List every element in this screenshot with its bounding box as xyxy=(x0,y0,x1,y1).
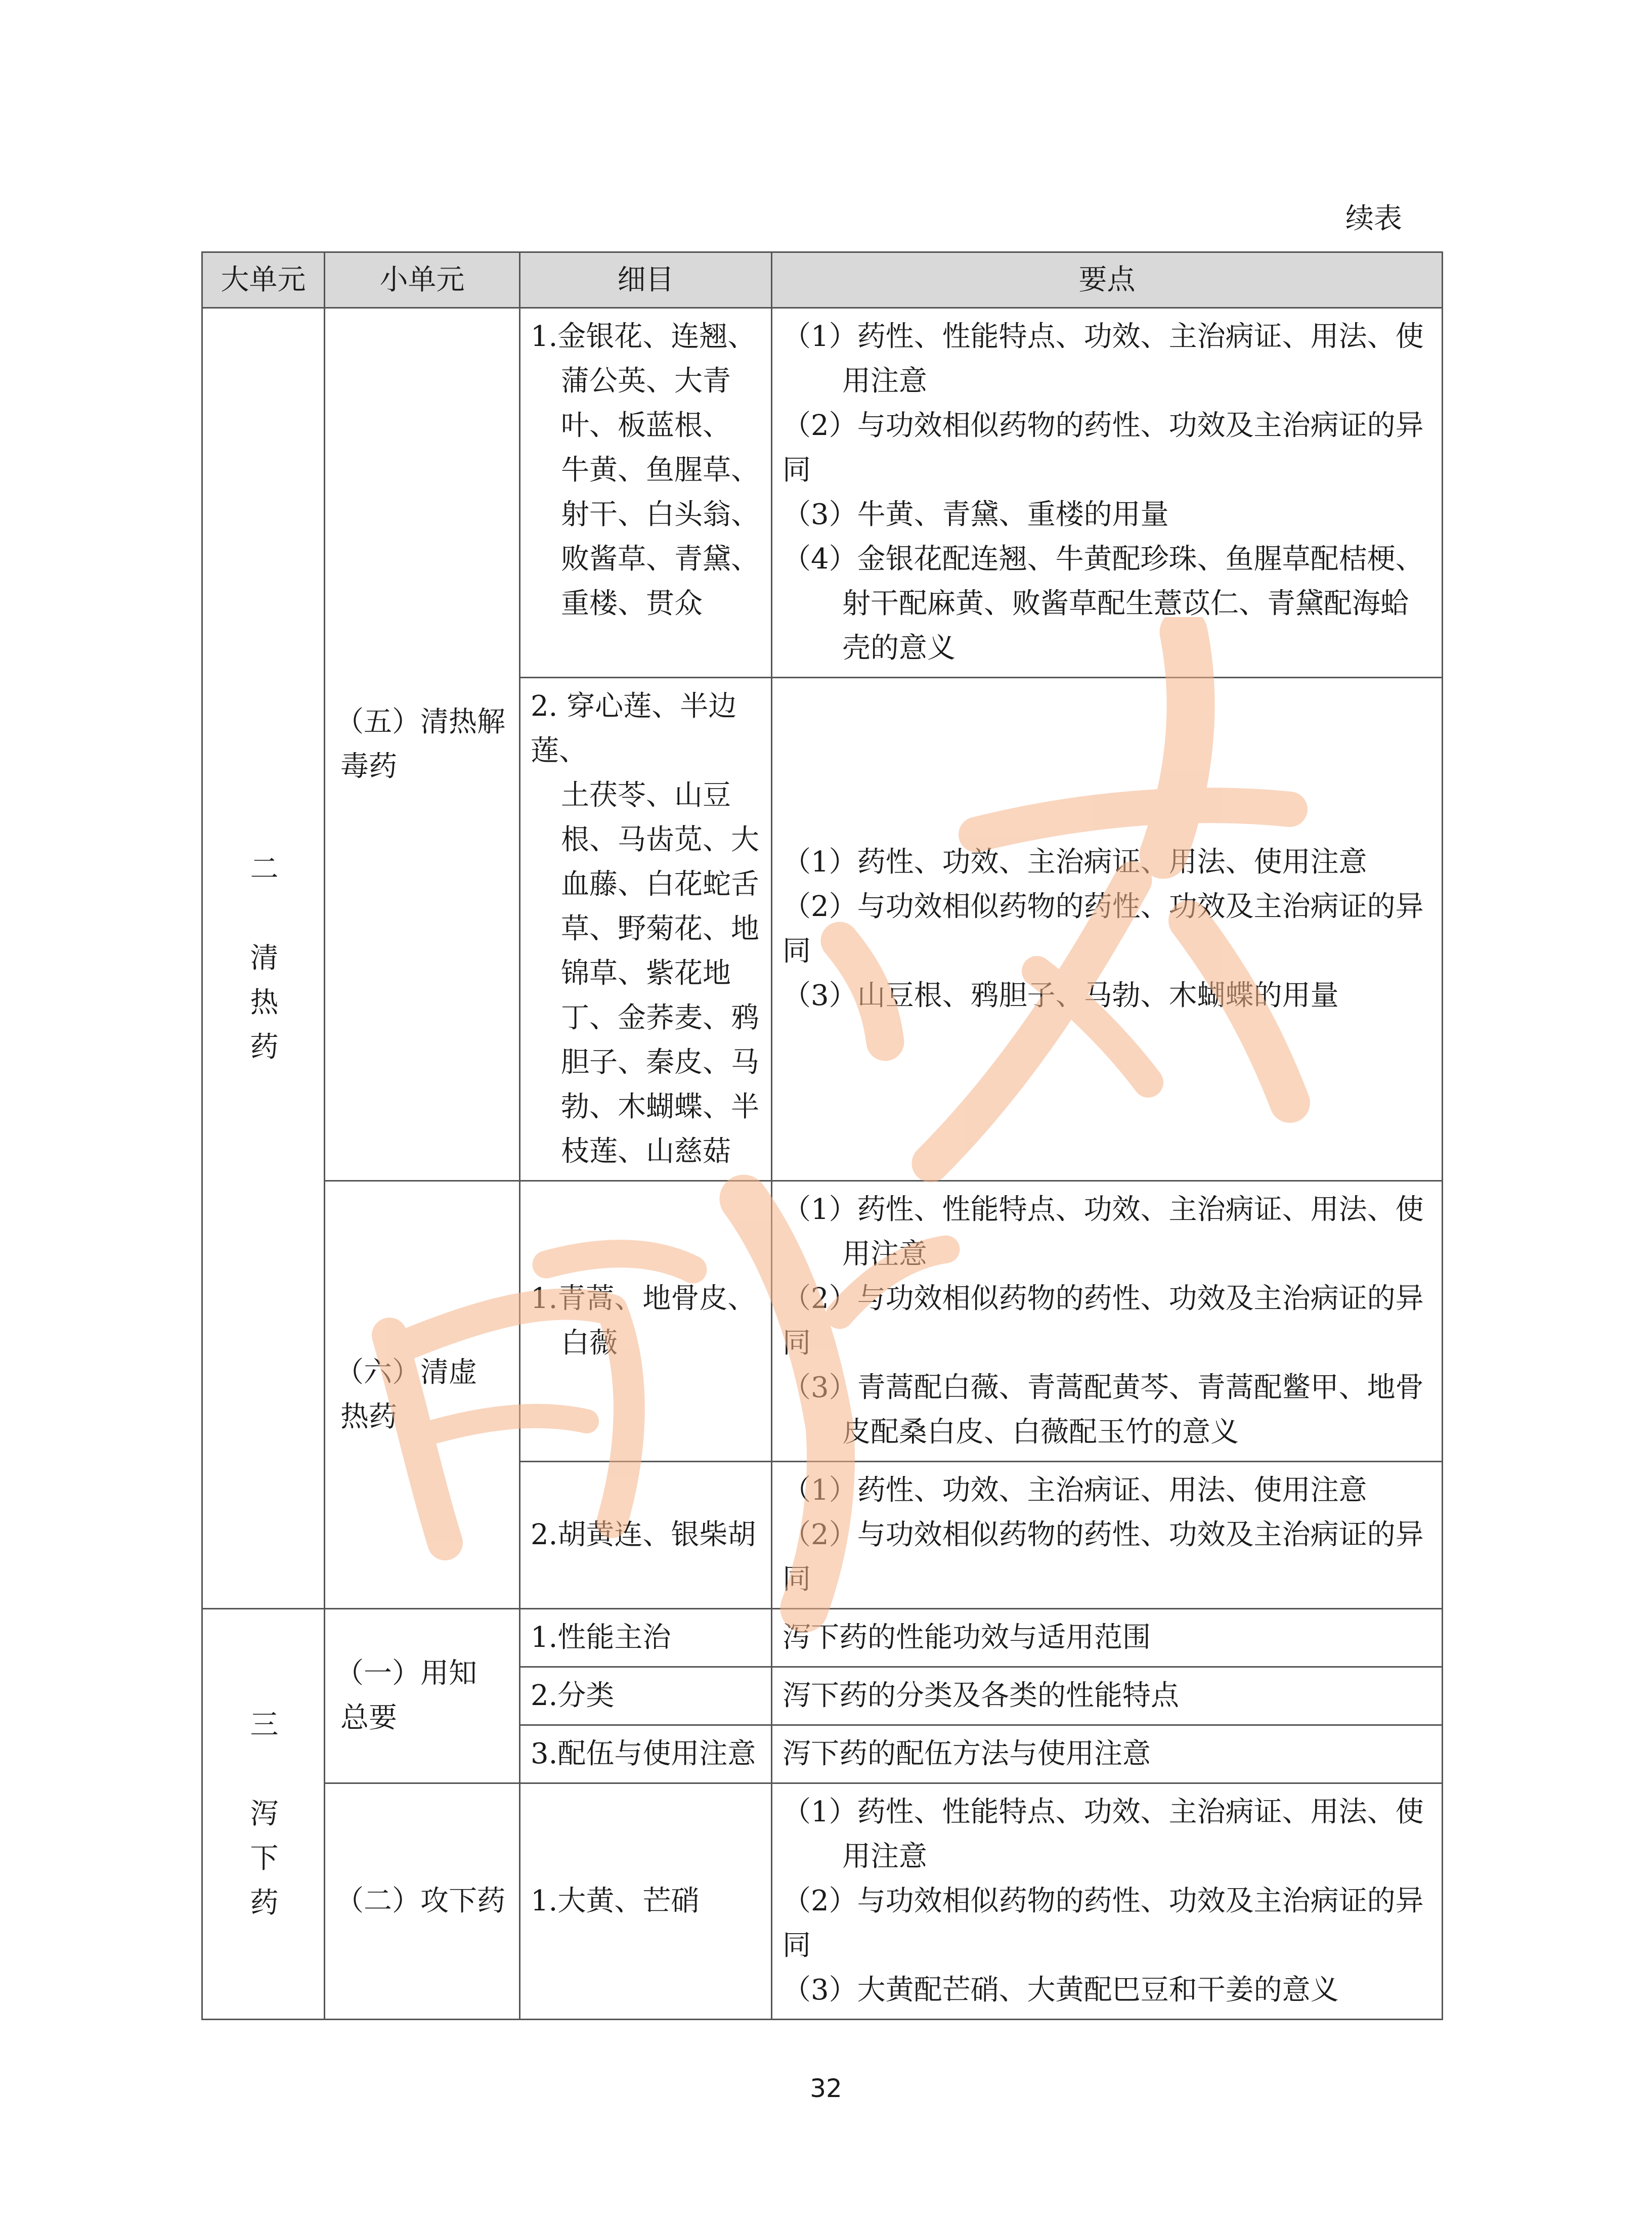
sub-unit-label: 毒药 xyxy=(340,750,397,783)
point-text: 壳的意义 xyxy=(842,632,955,665)
item-text: 1.青蒿、地骨皮、 xyxy=(531,1282,756,1315)
big-unit-char: 热 xyxy=(250,986,279,1019)
item-text: 锦草、紫花地 xyxy=(561,957,731,990)
page-number: 32 xyxy=(810,2074,842,2103)
item-text: 2.胡黄连、银柴胡 xyxy=(531,1518,756,1551)
big-unit-number: 三 xyxy=(250,1708,279,1741)
points-cell xyxy=(772,308,1443,678)
item-text: 2.分类 xyxy=(531,1679,615,1712)
sub-unit-label: （一）用知 xyxy=(335,1657,477,1690)
sub-unit-cell xyxy=(325,308,520,1181)
sub-unit-cell xyxy=(325,1181,520,1609)
item-text: 重楼、贯众 xyxy=(561,587,703,620)
sub-unit-label: （五）清热解 xyxy=(335,705,505,738)
item-cell xyxy=(520,1181,772,1462)
points-cell xyxy=(772,678,1443,1181)
header-cell: 小单元 xyxy=(325,252,520,308)
point-text: （3）山豆根、鸦胆子、马勃、木蝴蝶的用量 xyxy=(782,979,1339,1012)
point-text: 泻下药的配伍方法与使用注意 xyxy=(782,1737,1151,1770)
table-row xyxy=(202,1181,1443,1462)
item-text: 草、野菊花、地 xyxy=(561,912,759,945)
point-text: 泻下药的性能功效与适用范围 xyxy=(782,1621,1151,1654)
big-unit-cell xyxy=(202,1609,325,2020)
points-cell xyxy=(772,1667,1443,1725)
item-text: 丁、金荞麦、鸦 xyxy=(561,1001,759,1034)
big-unit-char: 药 xyxy=(250,1886,279,1919)
item-text: 牛黄、鱼腥草、 xyxy=(561,454,759,487)
item-text: 勃、木蝴蝶、半 xyxy=(561,1090,759,1123)
header-cell: 要点 xyxy=(772,252,1443,308)
item-cell xyxy=(520,1783,772,2020)
item-text: 土茯苓、山豆 xyxy=(561,779,731,812)
sub-unit-label: （二）攻下药 xyxy=(335,1885,505,1917)
point-text: （1）药性、性能特点、功效、主治病证、用法、使 xyxy=(782,1796,1424,1828)
item-text: 1.大黄、芒硝 xyxy=(531,1885,700,1917)
point-text: （1）药性、功效、主治病证、用法、使用注意 xyxy=(782,846,1367,879)
point-text: 用注意 xyxy=(842,1840,927,1873)
point-text: （2）与功效相似药物的药性、功效及主治病证的异同 xyxy=(782,1885,1424,1962)
item-text: 白薇 xyxy=(561,1327,618,1360)
item-text: 2. 穿心莲、半边莲、 xyxy=(531,690,737,767)
item-cell xyxy=(520,1725,772,1783)
points-cell xyxy=(772,1181,1443,1462)
item-text: 1.金银花、连翘、 xyxy=(531,320,756,353)
sub-unit-label: 总要 xyxy=(340,1702,397,1734)
item-text: 1.性能主治 xyxy=(531,1621,671,1654)
header-cell: 大单元 xyxy=(202,252,325,308)
sub-unit-cell xyxy=(325,1609,520,1783)
item-text: 胆子、秦皮、马 xyxy=(561,1046,759,1079)
point-text: （4）金银花配连翘、牛黄配珍珠、鱼腥草配桔梗、 xyxy=(782,543,1424,576)
header-row xyxy=(202,252,1443,308)
big-unit-char: 泻 xyxy=(250,1797,279,1830)
point-text: （1）药性、性能特点、功效、主治病证、用法、使 xyxy=(782,320,1424,353)
big-unit-cell xyxy=(202,308,325,1609)
point-text: （2）与功效相似药物的药性、功效及主治病证的异同 xyxy=(782,1518,1424,1596)
big-unit-char: 药 xyxy=(250,1030,279,1064)
point-text: （2）与功效相似药物的药性、功效及主治病证的异同 xyxy=(782,409,1424,487)
item-text: 根、马齿苋、大 xyxy=(561,823,759,856)
sub-unit-cell xyxy=(325,1783,520,2020)
point-text: （1）药性、功效、主治病证、用法、使用注意 xyxy=(782,1474,1367,1507)
item-text: 射干、白头翁、 xyxy=(561,498,759,531)
table-row xyxy=(202,1609,1443,1667)
item-text: 3.配伍与使用注意 xyxy=(531,1737,756,1770)
item-cell xyxy=(520,1462,772,1609)
point-text: （3）牛黄、青黛、重楼的用量 xyxy=(782,498,1169,531)
table-row xyxy=(202,1783,1443,2020)
point-text: （3）青蒿配白薇、青蒿配黄芩、青蒿配鳖甲、地骨 xyxy=(782,1371,1424,1404)
item-cell xyxy=(520,1609,772,1667)
points-cell xyxy=(772,1609,1443,1667)
point-text: 用注意 xyxy=(842,1238,927,1271)
point-text: （2）与功效相似药物的药性、功效及主治病证的异同 xyxy=(782,1282,1424,1360)
point-text: 用注意 xyxy=(842,365,927,398)
points-cell xyxy=(772,1462,1443,1609)
points-cell xyxy=(772,1725,1443,1783)
header-cell: 细目 xyxy=(520,252,772,308)
big-unit-char: 下 xyxy=(250,1842,279,1875)
syllabus-table xyxy=(201,251,1443,2020)
point-text: 射干配麻黄、败酱草配生薏苡仁、青黛配海蛤 xyxy=(842,587,1409,620)
big-unit-char: 清 xyxy=(250,941,279,975)
item-cell xyxy=(520,678,772,1181)
table-row xyxy=(202,308,1443,678)
item-text: 蒲公英、大青 xyxy=(561,365,731,398)
item-cell xyxy=(520,308,772,678)
point-text: （2）与功效相似药物的药性、功效及主治病证的异同 xyxy=(782,890,1424,968)
point-text: 皮配桑白皮、白薇配玉竹的意义 xyxy=(842,1416,1239,1449)
item-cell xyxy=(520,1667,772,1725)
item-text: 叶、板蓝根、 xyxy=(561,409,731,442)
sub-unit-label: （六）清虚 xyxy=(335,1356,477,1389)
item-text: 血藤、白花蛇舌 xyxy=(561,868,759,901)
item-text: 枝莲、山慈菇 xyxy=(561,1135,731,1168)
point-text: 泻下药的分类及各类的性能特点 xyxy=(782,1679,1179,1712)
sub-unit-label: 热药 xyxy=(340,1400,397,1433)
big-unit-number: 二 xyxy=(250,852,279,886)
points-cell xyxy=(772,1783,1443,2020)
point-text: （1）药性、性能特点、功效、主治病证、用法、使 xyxy=(782,1193,1424,1226)
item-text: 败酱草、青黛、 xyxy=(561,543,759,576)
continued-label: 续表 xyxy=(1345,202,1402,235)
point-text: （3）大黄配芒硝、大黄配巴豆和干姜的意义 xyxy=(782,1974,1339,2006)
